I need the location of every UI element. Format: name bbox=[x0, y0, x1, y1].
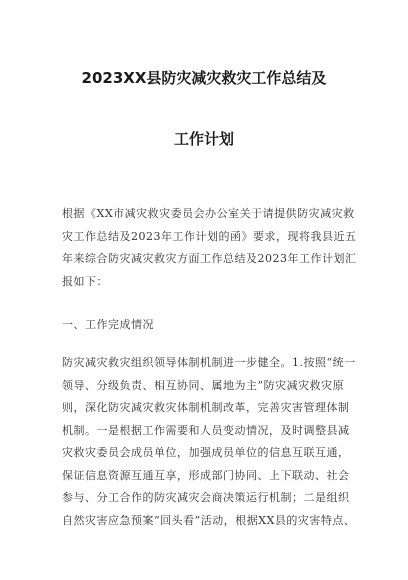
section-heading: 一、工作完成情况 bbox=[62, 318, 154, 331]
document-title-line-1: 2023XX县防灾减灾救灾工作总结及 bbox=[81, 69, 327, 87]
section-1-line: 机制。一是根据工作需要和人员变动情况，及时调整县减 bbox=[62, 423, 350, 437]
intro-line: 灾工作总结及2023年工作计划的函》要求，现将我县近五 bbox=[62, 229, 357, 243]
section-1-paragraph bbox=[62, 352, 362, 532]
section-1-line: 自然灾害应急预案“回头看”活动，根据XX县的灾害特点、 bbox=[62, 513, 356, 527]
intro-line: 根据《XX市减灾救灾委员会办公室关于请提供防灾减灾救 bbox=[62, 207, 355, 220]
section-1-line: 保证信息资源互通互享，形成部门协同、上下联动、社会 bbox=[62, 468, 350, 482]
section-1-line: 领导、分级负责、相互协同、属地为主”防灾减灾救灾原 bbox=[62, 378, 345, 392]
document-title-line-2: 工作计划 bbox=[173, 130, 234, 148]
intro-line: 报如下： bbox=[62, 274, 108, 288]
section-1-line: 参与、分工合作的防灾减灾会商决策运行机制；二是组织 bbox=[62, 491, 350, 504]
intro-line: 年来综合防灾减灾救灾方面工作总结及2023年工作计划汇 bbox=[62, 252, 357, 265]
section-1-line: 灾救灾委员会成员单位，加强成员单位的信息互联互通， bbox=[62, 446, 350, 459]
section-1-line: 则，深化防灾减灾救灾体制机制改革，完善灾害管理体制 bbox=[62, 401, 350, 414]
intro-paragraph bbox=[62, 203, 362, 293]
section-1-line: 防灾减灾救灾组织领导体制机制进一步健全。1.按照“统一 bbox=[62, 356, 356, 369]
